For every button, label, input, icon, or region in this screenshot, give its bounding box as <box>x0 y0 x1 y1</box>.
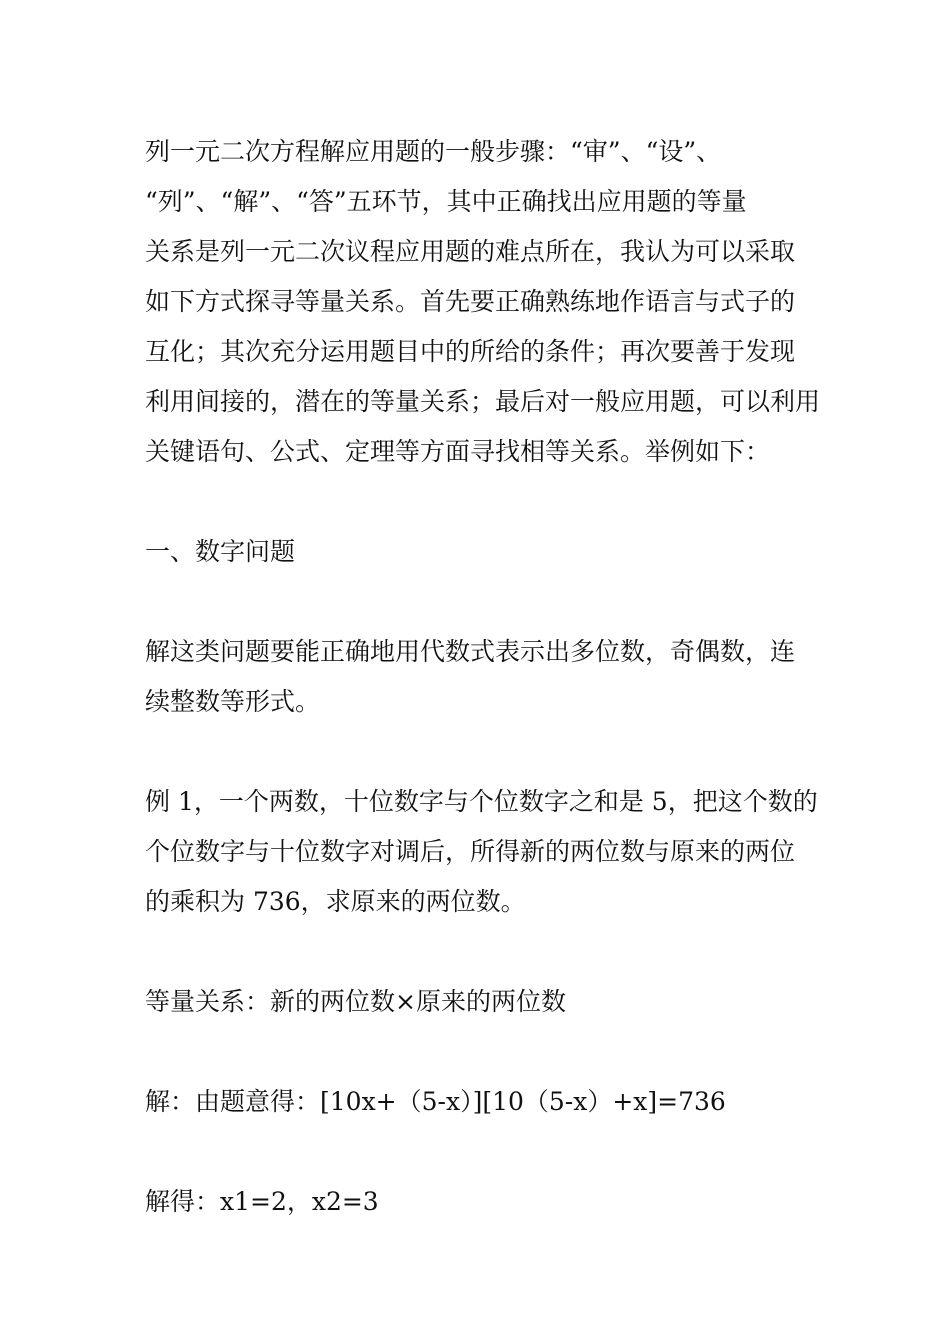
example-line: 的乘积为 736，求原来的两位数。 <box>145 887 526 916</box>
description-line: 续整数等形式。 <box>145 687 321 716</box>
intro-line: 互化；其次充分运用题目中的所给的条件；再次要善于发现 <box>145 337 796 366</box>
result-block <box>145 1177 810 1227</box>
equality-relation: 等量关系：新的两位数×原来的两位数 <box>145 987 566 1016</box>
section-heading-block <box>145 527 810 577</box>
spacer <box>145 927 810 977</box>
example-statement <box>145 777 818 927</box>
spacer <box>145 477 810 527</box>
intro-paragraph <box>145 127 821 477</box>
example-line: 个位数字与十位数字对调后，所得新的两位数与原来的两位 <box>145 837 796 866</box>
intro-line: 关系是列一元二次议程应用题的难点所在，我认为可以采取 <box>145 237 796 266</box>
solution-equation: 解：由题意得：[10x+（5-x）][10（5-x）+x]=736 <box>145 1087 726 1116</box>
relation-block <box>145 977 810 1027</box>
description-line: 解这类问题要能正确地用代数式表示出多位数，奇偶数，连 <box>145 637 796 666</box>
solution-result: 解得：x1=2，x2=3 <box>145 1187 379 1216</box>
example-line: 例 1，一个两数，十位数字与个位数字之和是 5，把这个数的 <box>145 787 818 816</box>
document-page <box>145 127 821 1227</box>
section-description <box>145 627 810 727</box>
spacer <box>145 1027 810 1077</box>
intro-line: 如下方式探寻等量关系。首先要正确熟练地作语言与式子的 <box>145 287 796 316</box>
intro-line: 关键语句、公式、定理等方面寻找相等关系。举例如下： <box>145 437 771 466</box>
intro-line: “列”、“解”、“答”五环节，其中正确找出应用题的等量 <box>145 187 747 216</box>
intro-line: 列一元二次方程解应用题的一般步骤：“审”、“设”、 <box>145 137 722 166</box>
spacer <box>145 577 810 627</box>
section-heading: 一、数字问题 <box>145 537 296 566</box>
spacer <box>145 727 810 777</box>
intro-line: 利用间接的，潜在的等量关系；最后对一般应用题，可以利用 <box>145 387 821 416</box>
spacer <box>145 1127 810 1177</box>
solution-block <box>145 1077 810 1127</box>
